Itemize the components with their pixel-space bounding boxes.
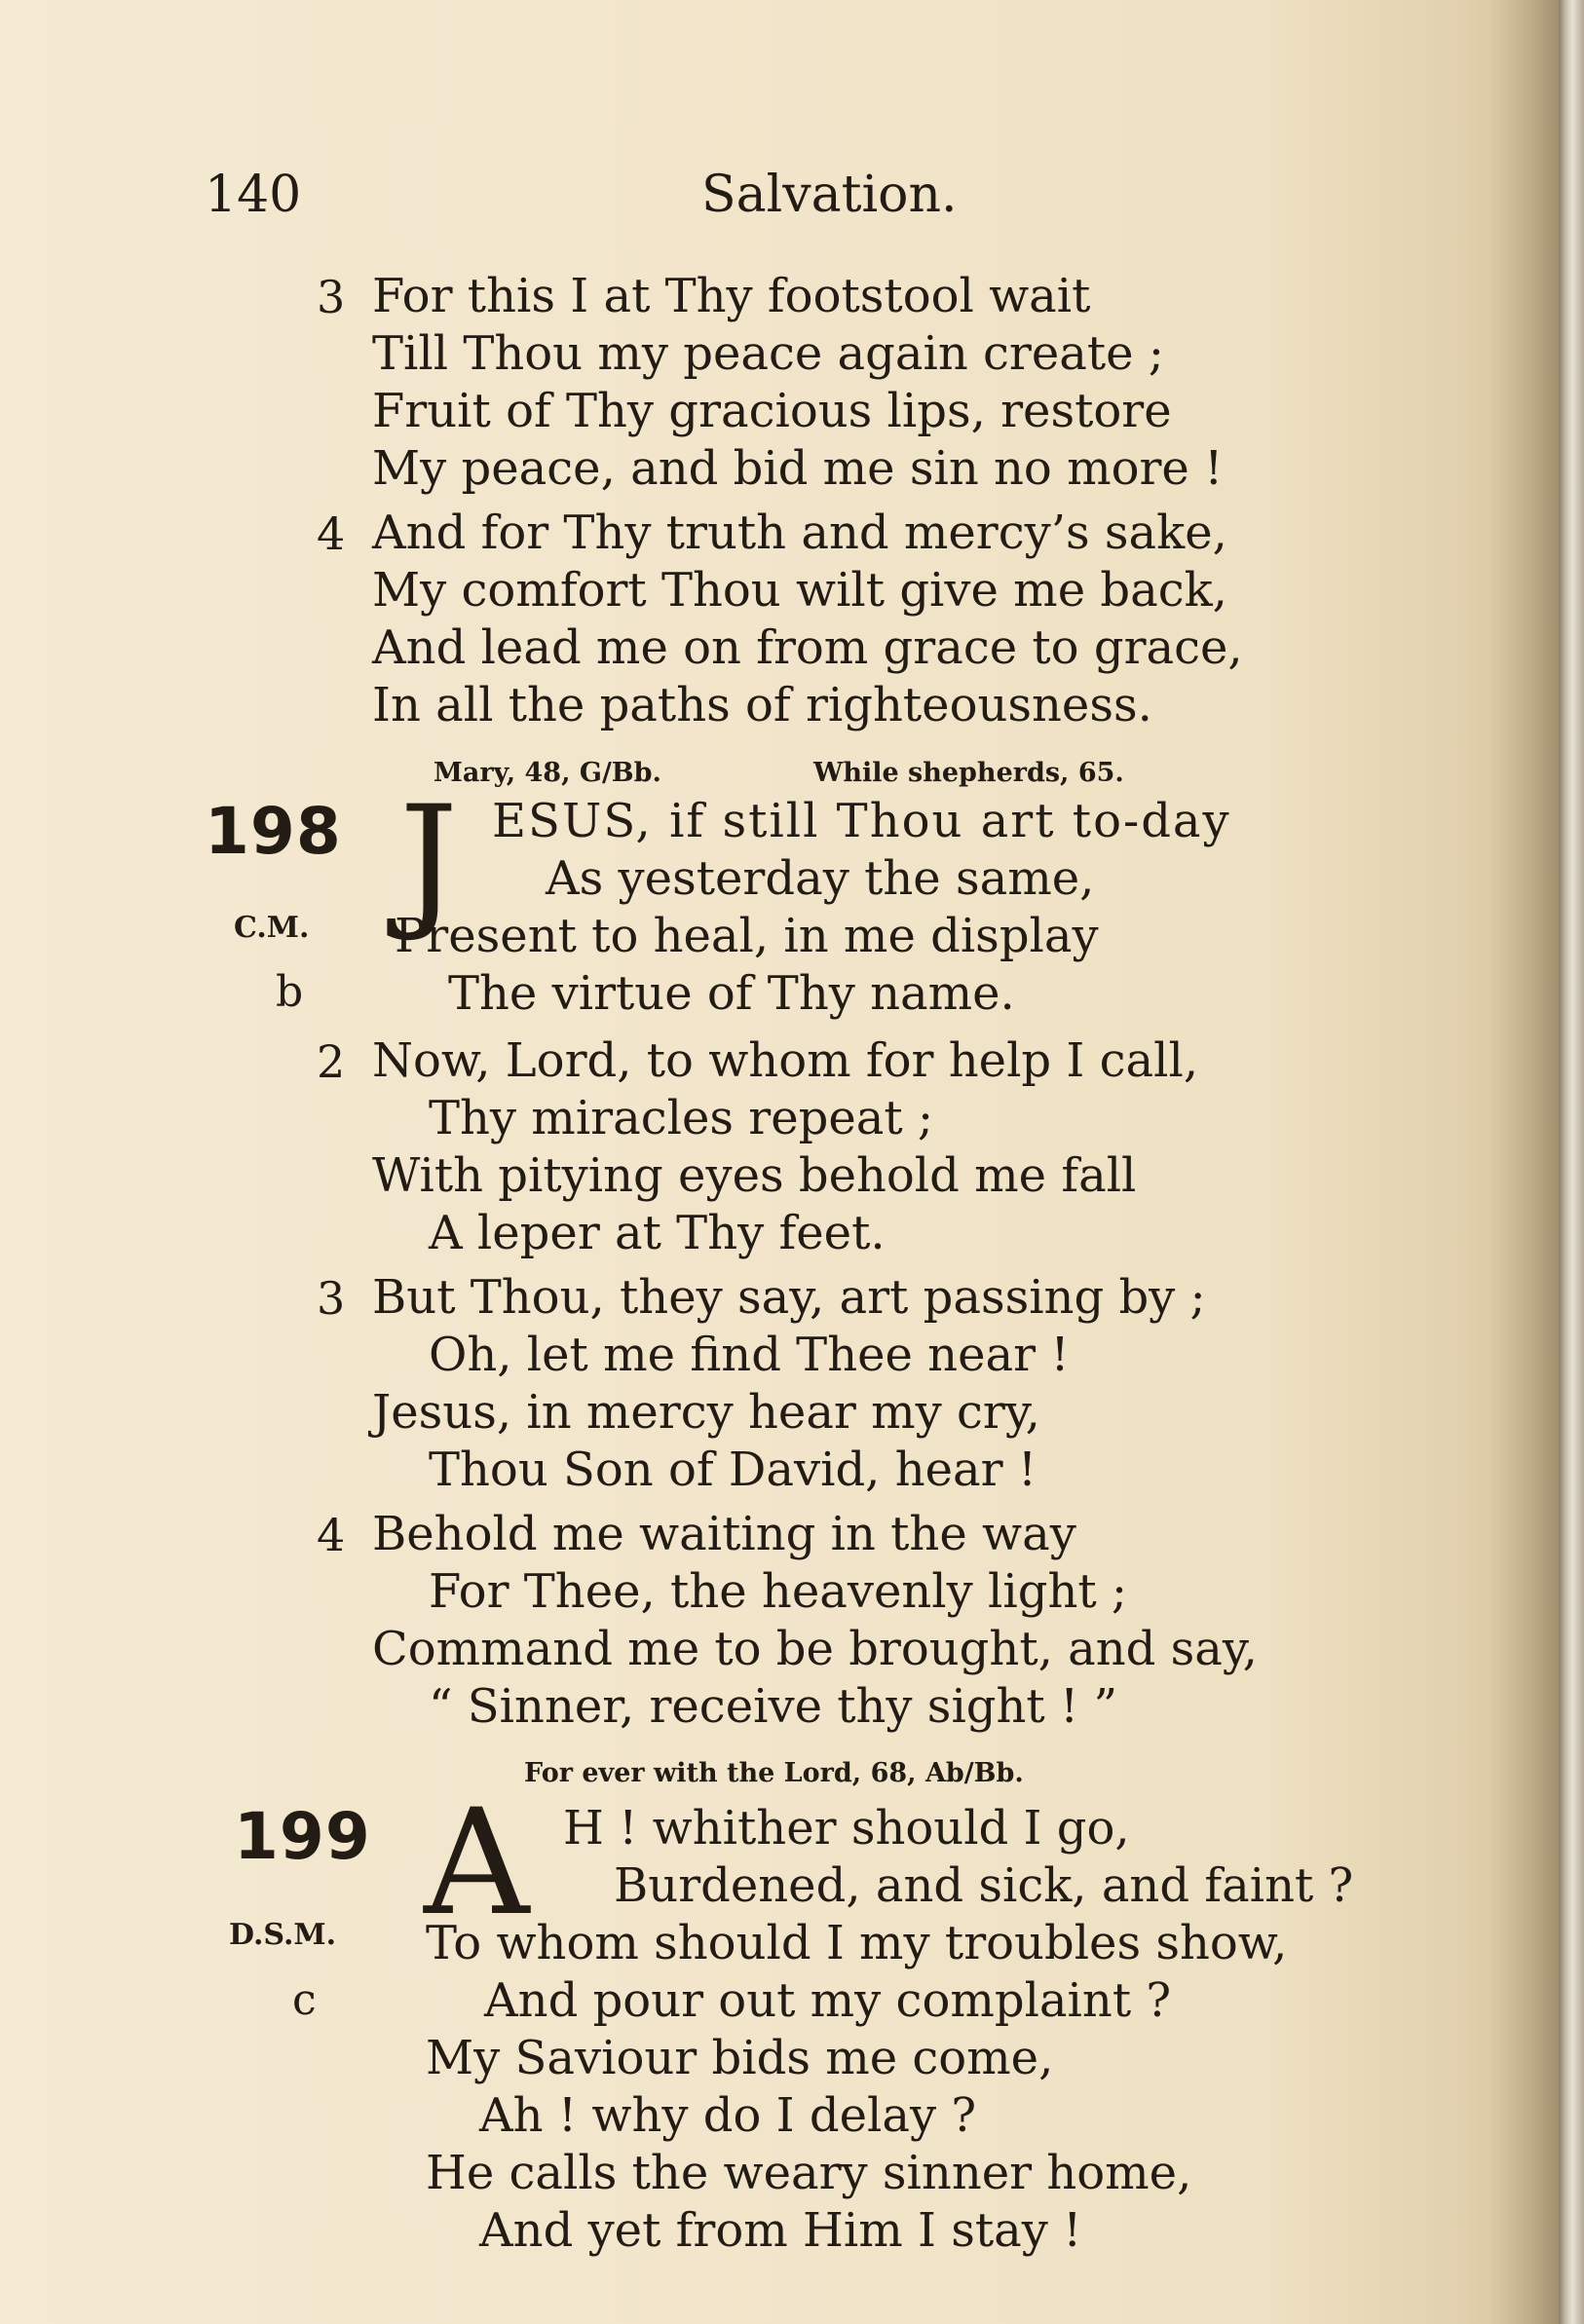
verse-line: He calls the weary sinner home, — [426, 2146, 1192, 2200]
verse-line: Ah ! why do I delay ? — [479, 2088, 977, 2143]
verse-line: My Saviour bids me come, — [426, 2031, 1054, 2085]
verse-line: Behold me waiting in the way — [372, 1507, 1076, 1561]
verse-line: Till Thou my peace again create ; — [372, 326, 1164, 381]
verse-line: To whom should I my troubles show, — [426, 1916, 1288, 1970]
verse-line: Thou Son of David, hear ! — [429, 1443, 1037, 1497]
verse-line: ESUS, if still Thou art to-day — [492, 794, 1231, 848]
drop-cap: J — [399, 775, 459, 945]
meter-label: C.M. — [234, 911, 310, 945]
hymn-number: 198 — [205, 794, 342, 869]
verse-line: Oh, let me find Thee near ! — [429, 1328, 1070, 1382]
hymn-number: 199 — [234, 1799, 371, 1874]
tune-reference: Mary, 48, G/Bb. — [434, 758, 661, 788]
verse-line: For this I at Thy footstool wait — [372, 269, 1091, 323]
verse-line: Fruit of Thy gracious lips, restore — [372, 384, 1172, 438]
verse-line: H ! whither should I go, — [563, 1801, 1130, 1855]
verse-line: But Thou, they say, art passing by ; — [372, 1270, 1206, 1325]
verse-line: Thy miracles repeat ; — [429, 1091, 934, 1145]
section-title: Salvation. — [701, 166, 958, 224]
tune-reference: While shepherds, 65. — [813, 758, 1124, 788]
verse-line: Command me to be brought, and say, — [372, 1622, 1258, 1676]
meter-label: D.S.M. — [229, 1918, 337, 1952]
verse-line: As yesterday the same, — [546, 851, 1095, 906]
drop-cap: A — [424, 1779, 530, 1948]
key-label: b — [276, 967, 304, 1017]
verse-line: Burdened, and sick, and faint ? — [614, 1858, 1354, 1913]
verse-number: 2 — [317, 1035, 346, 1088]
verse-number: 3 — [317, 271, 346, 323]
verse-line: Jesus, in mercy hear my cry, — [372, 1385, 1040, 1440]
verse-number: 4 — [317, 507, 346, 560]
verse-line: In all the paths of righteousness. — [372, 678, 1152, 732]
verse-line: And for Thy truth and mercy’s sake, — [372, 506, 1227, 560]
verse-number: 3 — [317, 1272, 346, 1325]
verse-line: With pitying eyes behold me fall — [372, 1148, 1137, 1203]
verse-line: “ Sinner, receive thy sight ! ” — [429, 1679, 1118, 1734]
page-number: 140 — [205, 166, 302, 224]
verse-line: My peace, and bid me sin no more ! — [372, 441, 1224, 496]
page-edge — [1559, 0, 1584, 2324]
verse-line: For Thee, the heavenly light ; — [429, 1564, 1128, 1619]
verse-line: And pour out my complaint ? — [484, 1973, 1172, 2028]
key-label: c — [292, 1975, 317, 2025]
verse-line: The virtue of Thy name. — [448, 966, 1015, 1021]
gutter-shadow — [1490, 0, 1559, 2324]
verse-line: Now, Lord, to whom for help I call, — [372, 1033, 1199, 1088]
verse-line: Present to heal, in me display — [395, 909, 1099, 963]
verse-line: And yet from Him I stay ! — [479, 2203, 1082, 2258]
verse-line: A leper at Thy feet. — [429, 1206, 886, 1260]
verse-line: And lead me on from grace to grace, — [372, 620, 1243, 675]
verse-number: 4 — [317, 1509, 346, 1561]
verse-line: My comfort Thou wilt give me back, — [372, 563, 1227, 618]
tune-reference: For ever with the Lord, 68, Ab/Bb. — [524, 1758, 1024, 1788]
